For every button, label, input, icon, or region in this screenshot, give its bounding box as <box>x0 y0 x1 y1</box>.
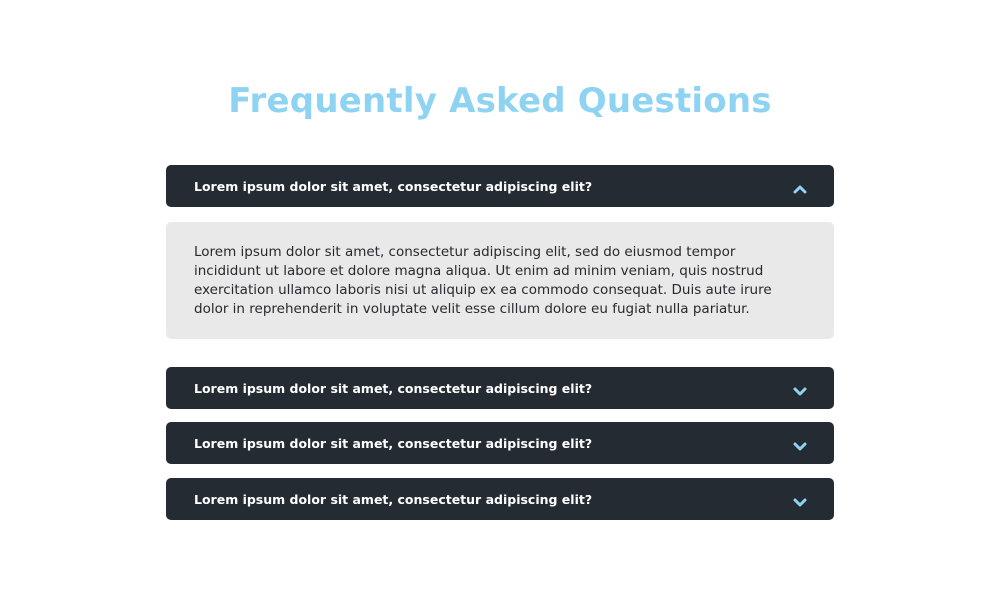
chevron-down-icon <box>792 382 808 394</box>
faq-question-text: Lorem ipsum dolor sit amet, consectetur adipiscing elit? <box>194 178 593 194</box>
faq-item-2 <box>166 367 834 409</box>
faq-question-text: Lorem ipsum dolor sit amet, consectetur adipiscing elit? <box>194 435 593 451</box>
faq-item-1 <box>166 165 834 339</box>
faq-answer-1 <box>166 222 834 339</box>
chevron-down-icon <box>792 437 808 449</box>
faq-question-4[interactable] <box>166 478 834 520</box>
faq-question-text: Lorem ipsum dolor sit amet, consectetur adipiscing elit? <box>194 380 593 396</box>
chevron-up-icon <box>792 180 808 192</box>
chevron-down-icon <box>792 493 808 505</box>
faq-question-2[interactable] <box>166 367 834 409</box>
faq-question-text: Lorem ipsum dolor sit amet, consectetur adipiscing elit? <box>194 491 593 507</box>
faq-answer-text: Lorem ipsum dolor sit amet, consectetur adipiscing elit, sed do eiusmod tempor incididunt ut labore et dolore magna aliqua. Ut enim ad minim veniam, quis nostrud exercitation ullamco laboris nisi ut aliquip ex ea commodo consequat. Duis aute irure dolor in reprehenderit in voluptate velit esse cillum dolore eu fugiat nulla pariatur. <box>194 244 772 317</box>
faq-question-3[interactable] <box>166 422 834 464</box>
faq-question-1[interactable] <box>166 165 834 207</box>
faq-item-3 <box>166 422 834 464</box>
page-title: Frequently Asked Questions <box>228 81 772 121</box>
faq-item-4 <box>166 478 834 520</box>
